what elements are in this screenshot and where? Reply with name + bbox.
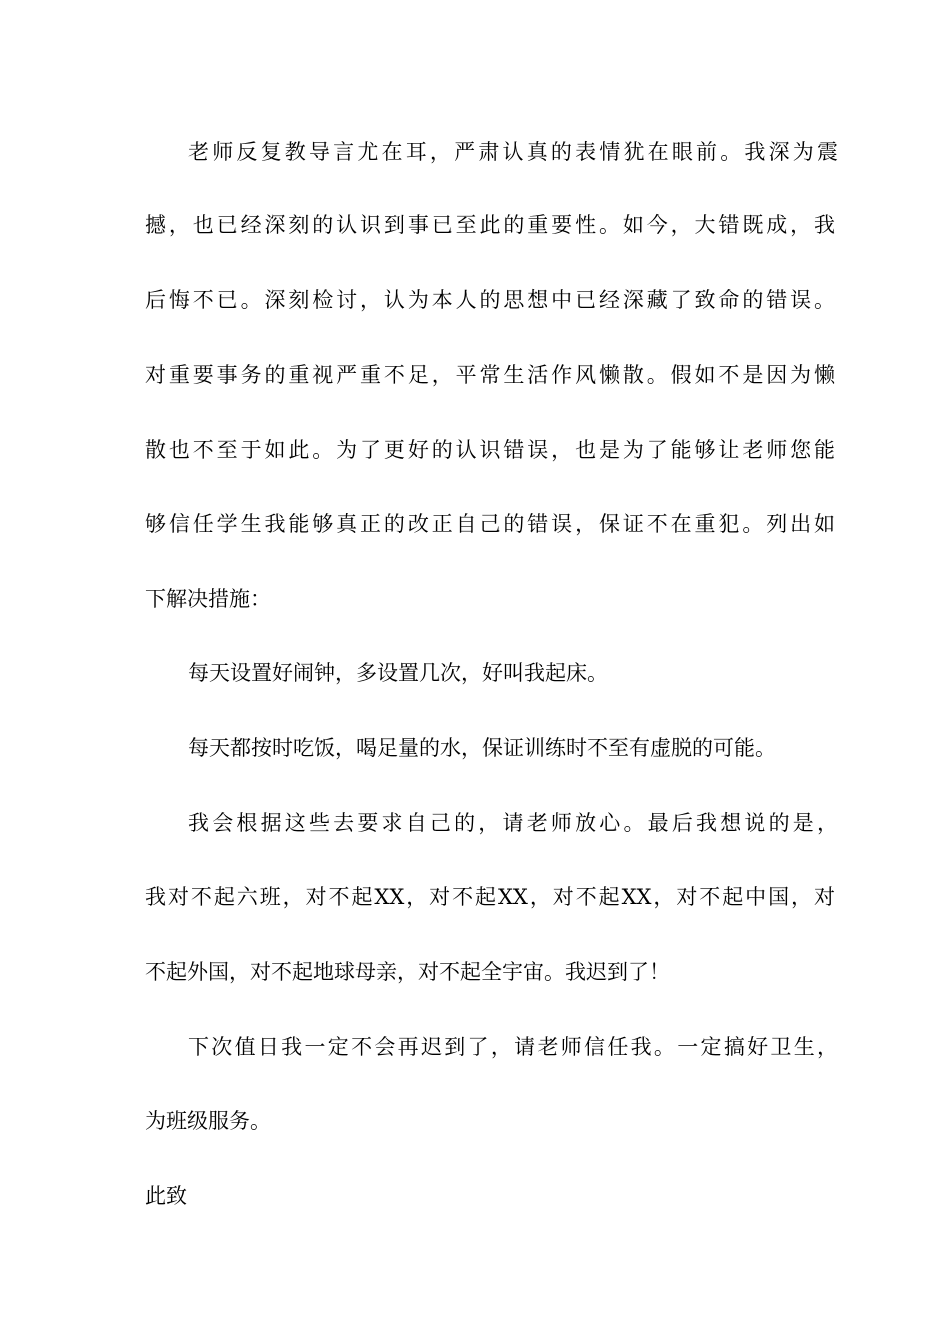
- paragraph-line: 为班级服务。: [145, 1109, 271, 1133]
- closing-line: 此致: [145, 1184, 187, 1208]
- paragraph-line: 后悔不已。深刻检讨，认为本人的思想中已经深藏了致命的错误。: [145, 288, 835, 312]
- paragraph-line: 够信任学生我能够真正的改正自己的错误，保证不在重犯。列出如: [145, 512, 835, 536]
- paragraph-line: 我会根据这些去要求自己的，请老师放心。最后我想说的是，: [188, 811, 838, 835]
- paragraph-line: 我对不起六班，对不起XX，对不起XX，对不起XX，对不起中国，对: [145, 885, 835, 909]
- paragraph-line: 不起外国，对不起地球母亲，对不起全宇宙。我迟到了！: [145, 960, 670, 984]
- paragraph-line: 下次值日我一定不会再迟到了，请老师信任我。一定搞好卫生，: [188, 1035, 838, 1059]
- paragraph-line: 每天设置好闹钟，多设置几次，好叫我起床。: [188, 661, 608, 685]
- paragraph-line: 对重要事务的重视严重不足，平常生活作风懒散。假如不是因为懒: [145, 363, 835, 387]
- paragraph-line: 老师反复教导言尤在耳，严肃认真的表情犹在眼前。我深为震: [188, 140, 838, 164]
- paragraph-line: 下解决措施：: [145, 587, 271, 611]
- paragraph-line: 每天都按时吃饭，喝足量的水，保证训练时不至有虚脱的可能。: [188, 736, 776, 760]
- paragraph-line: 散也不至于如此。为了更好的认识错误，也是为了能够让老师您能: [145, 438, 835, 462]
- paragraph-line: 撼，也已经深刻的认识到事已至此的重要性。如今，大错既成，我: [145, 213, 835, 237]
